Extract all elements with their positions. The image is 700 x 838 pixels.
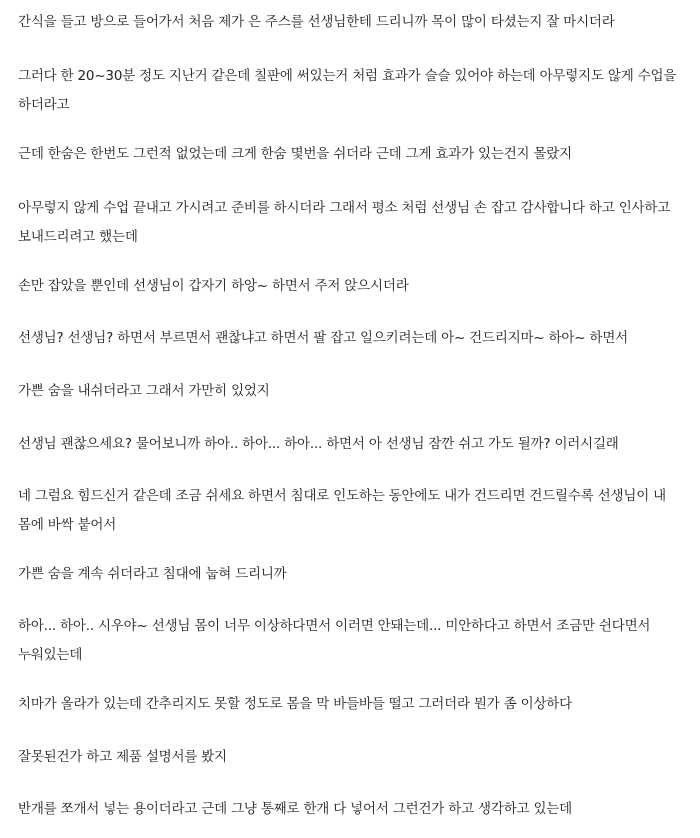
paragraph-6: 선생님? 선생님? 하면서 부르면서 괜찮냐고 하면서 팔 잡고 일으키려는데 아~ 건드리지마~ 하아~ 하면서 xyxy=(18,330,628,346)
paragraph-14: 반개를 쪼개서 넣는 용이더라고 근데 그냥 통째로 한개 다 넣어서 그런건가 하고 생각하고 있는데 xyxy=(18,801,572,817)
paragraph-10: 가쁜 숨을 계속 쉬더라고 침대에 눕혀 드리니까 xyxy=(18,566,287,582)
paragraph-4: 아무렇지 않게 수업 끝내고 가시려고 준비를 하시더라 그래서 평소 처럼 선생님 손 잡고 감사합니다 하고 인사하고 보내드리려고 했는데 xyxy=(18,200,671,245)
paragraph-12: 치마가 올라가 있는데 간추리지도 못할 정도로 몸을 막 바들바들 떨고 그러더라 뭔가 좀 이상하다 xyxy=(18,696,572,712)
paragraph-5: 손만 잡았을 뿐인데 선생님이 갑자기 하앙~ 하면서 주저 앉으시더라 xyxy=(18,278,409,294)
paragraph-3: 근데 한숨은 한번도 그런적 없었는데 크게 한숨 몇번을 쉬더라 근데 그게 효과가 있는건지 몰랐지 xyxy=(18,146,572,162)
paragraph-8: 선생님 괜찮으세요? 물어보니까 하아.. 하아... 하아... 하면서 아 선생님 잠깐 쉬고 가도 될까? 이러시길래 xyxy=(18,436,619,452)
paragraph-1: 간식을 들고 방으로 들어가서 처음 제가 은 주스를 선생님한테 드리니까 목이 많이 타셨는지 잘 마시더라 xyxy=(18,14,615,30)
paragraph-7: 가쁜 숨을 내쉬더라고 그래서 가만히 있었지 xyxy=(18,383,270,399)
paragraph-2: 그러다 한 20~30분 정도 지난거 같은데 칠판에 써있는거 처럼 효과가 슬슬 있어야 하는데 아무렇지도 않게 수업을 하더라고 xyxy=(18,68,677,113)
paragraph-13: 잘못된건가 하고 제품 설명서를 봤지 xyxy=(18,749,227,765)
paragraph-11: 하아... 하아.. 시우야~ 선생님 몸이 너무 이상하다면서 이러면 안돼는데... 미안하다고 하면서 조금만 쉰다면서 누워있는데 xyxy=(18,618,651,663)
paragraph-9: 네 그럼요 힘드신거 같은데 조금 쉬세요 하면서 침대로 인도하는 동안에도 내가 건드리면 건드릴수록 선생님이 내 몸에 바싹 붙어서 xyxy=(18,488,666,533)
